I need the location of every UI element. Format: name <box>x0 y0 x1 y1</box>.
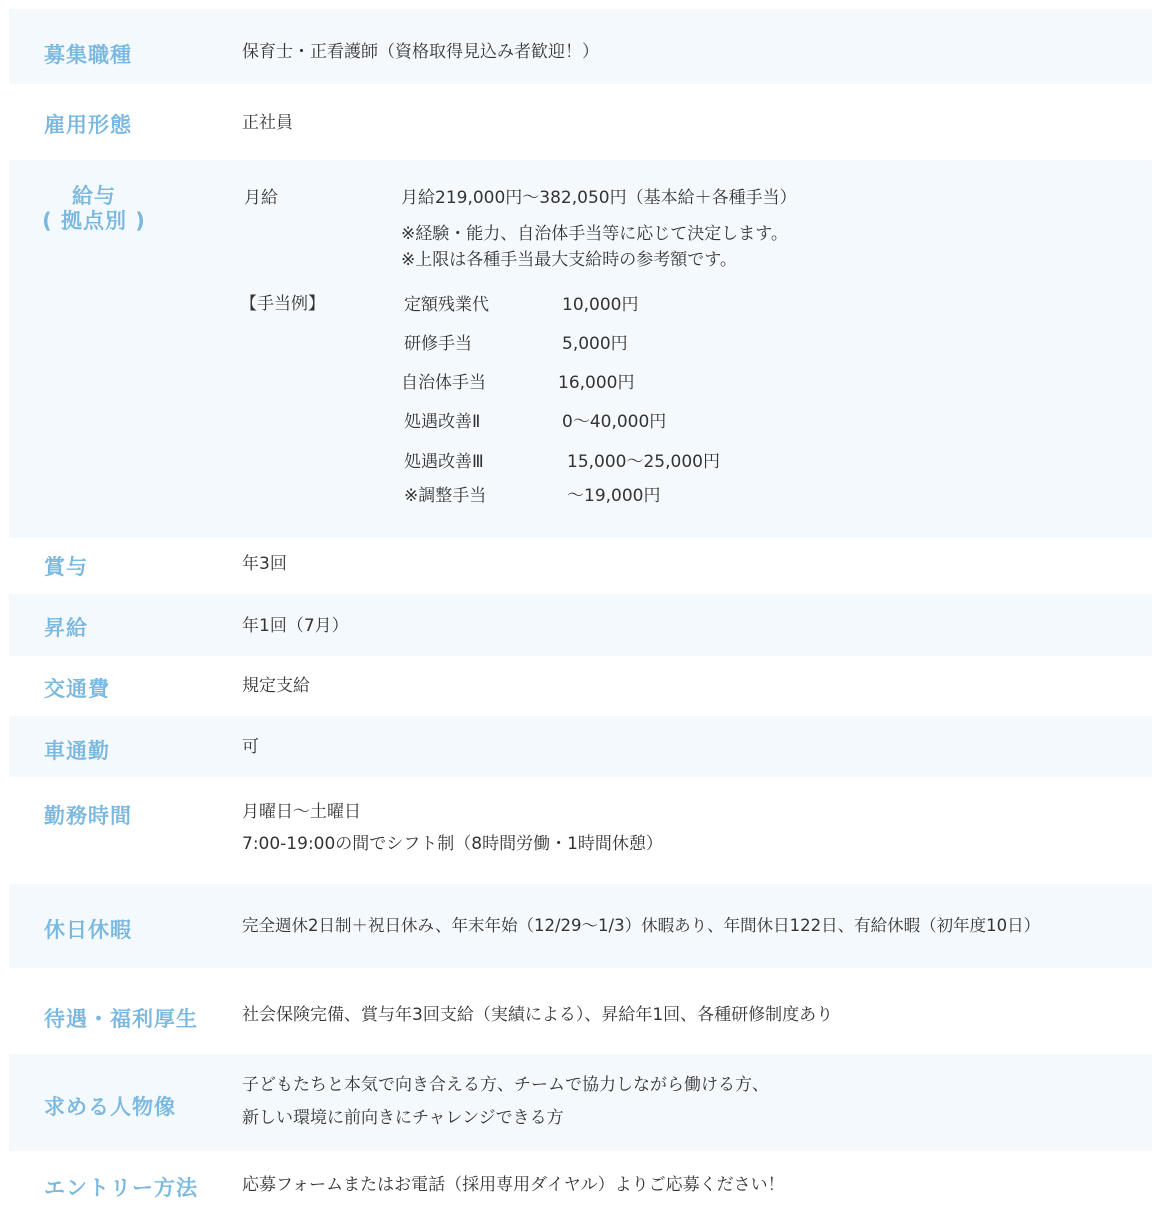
row-benefits <box>9 968 1152 1054</box>
entry-label: エントリー方法 <box>44 1176 198 1200</box>
row-raise <box>9 594 1152 656</box>
raise-label: 昇給 <box>44 616 88 640</box>
salary-label <box>39 184 149 234</box>
row-entry <box>9 1151 1152 1217</box>
bonus-label: 賞与 <box>44 555 88 579</box>
monthly-value: 月給219,000円～382,050円（基本給＋各種手当） <box>401 188 797 208</box>
allowance-amount: ～19,000円 <box>567 486 661 506</box>
hours-line-1: 月曜日～土曜日 <box>242 802 361 822</box>
entry-value: 応募フォームまたはお電話（採用専用ダイヤル）よりご応募ください！ <box>242 1175 785 1195</box>
row-position <box>9 9 1152 84</box>
employment-value: 正社員 <box>242 113 293 133</box>
position-label: 募集職種 <box>44 43 132 67</box>
allowance-amount: 15,000～25,000円 <box>567 452 720 472</box>
bonus-value: 年3回 <box>242 554 287 574</box>
transport-value: 規定支給 <box>242 676 310 696</box>
transport-label: 交通費 <box>44 677 110 701</box>
allowance-amount: 5,000円 <box>562 334 628 354</box>
ideal-line-1: 子どもたちと本気で向き合える方、チームで協力しながら働ける方、 <box>242 1075 769 1095</box>
benefits-value: 社会保険完備、賞与年3回支給（実績による）、昇給年1回、各種研修制度あり <box>242 1005 834 1025</box>
benefits-label: 待遇・福利厚生 <box>44 1007 198 1031</box>
allowance-amount: 0～40,000円 <box>562 412 667 432</box>
row-bonus <box>9 538 1152 594</box>
raise-value: 年1回（7月） <box>242 616 349 636</box>
salary-note-2: ※上限は各種手当最大支給時の参考額です。 <box>401 250 737 270</box>
hours-label: 勤務時間 <box>44 804 132 828</box>
position-value: 保育士・正看護師（資格取得見込み者歓迎！） <box>242 42 599 62</box>
car-commute-label: 車通勤 <box>44 739 110 763</box>
row-salary <box>9 160 1152 538</box>
allowance-amount: 10,000円 <box>562 295 639 315</box>
allowance-name: 定額残業代 <box>404 295 489 315</box>
allowance-name: 自治体手当 <box>401 373 486 393</box>
monthly-label: 月給 <box>244 188 278 208</box>
ideal-line-2: 新しい環境に前向きにチャレンジできる方 <box>242 1108 564 1128</box>
allowance-heading: 【手当例】 <box>240 294 325 314</box>
holidays-label: 休日休暇 <box>44 918 132 942</box>
row-car-commute <box>9 716 1152 777</box>
holidays-value: 完全週休2日制＋祝日休み、年末年始（12/29～1/3）休暇あり、年間休日122日、有給休暇（初年度10日） <box>242 916 1041 935</box>
allowance-name: 処遇改善Ⅱ <box>404 412 481 432</box>
car-commute-value: 可 <box>242 737 259 757</box>
hours-line-2: 7:00-19:00の間でシフト制（8時間労働・1時間休憩） <box>242 834 663 854</box>
allowance-name: ※調整手当 <box>404 486 487 506</box>
row-ideal <box>9 1054 1152 1151</box>
salary-note-1: ※経験・能力、自治体手当等に応じて決定します。 <box>401 224 788 244</box>
allowance-name: 研修手当 <box>404 334 472 354</box>
salary-label-line1: 給与 <box>72 184 116 208</box>
ideal-label: 求める人物像 <box>44 1095 176 1119</box>
row-employment <box>9 84 1152 160</box>
row-holidays <box>9 884 1152 968</box>
employment-label: 雇用形態 <box>44 113 132 137</box>
allowance-name: 処遇改善Ⅲ <box>404 452 484 472</box>
allowance-amount: 16,000円 <box>558 373 635 393</box>
row-hours <box>9 777 1152 884</box>
salary-label-line2: ( 拠点別 ) <box>42 209 146 233</box>
row-transport <box>9 656 1152 716</box>
